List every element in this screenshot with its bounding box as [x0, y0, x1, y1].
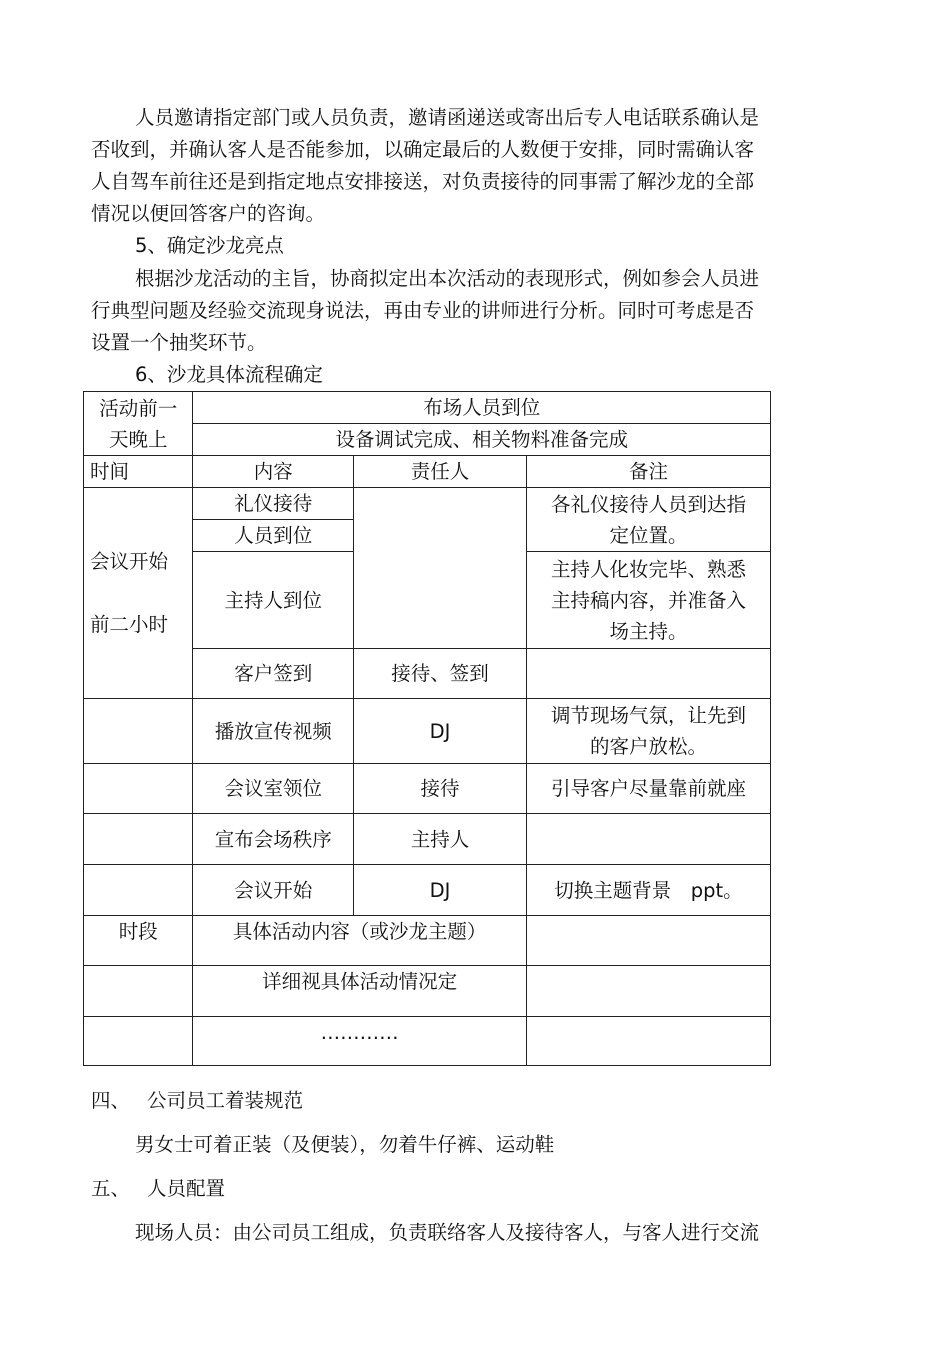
note-line: 主持人化妆完毕、熟悉: [550, 557, 746, 581]
header-note: 备注: [526, 456, 770, 488]
owner-cell: DJ: [354, 865, 527, 916]
eve-label-cell: [84, 392, 193, 456]
owner-cell: DJ: [354, 699, 527, 764]
pre-time-line: 前二小时: [90, 613, 169, 636]
pre-time-line: 会议开始: [90, 550, 169, 573]
time-cell: [84, 865, 193, 916]
owner-cell: 主持人: [354, 814, 527, 865]
content-cell: 人员到位: [193, 520, 354, 552]
ellipsis-cell: …………: [193, 1017, 526, 1066]
pre-time-cell: [84, 488, 193, 699]
content-cell: 礼仪接待: [193, 488, 354, 520]
note-line: 的客户放松。: [589, 735, 707, 758]
content-cell: 会议室领位: [193, 764, 354, 814]
note-line: 主持稿内容，并准备入: [550, 588, 746, 612]
owner-cell: 接待: [354, 764, 527, 814]
time-cell: [84, 966, 193, 1017]
content-cell: 客户签到: [193, 649, 354, 699]
note-cell: [526, 552, 770, 649]
detail-cell: 详细视具体活动情况定: [193, 966, 526, 1017]
eve-label-line: 天晚上: [108, 427, 168, 451]
paragraph-line: 人自驾车前往还是到指定地点安排接送，对负责接待的同事需了解沙龙的全部: [91, 170, 755, 193]
paragraph-line: 男女士可着正装（及便装），勿着牛仔裤、运动鞋: [135, 1133, 555, 1156]
note-line: 定位置。: [609, 523, 688, 547]
eve-item-cell: 设备调试完成、相关物料准备完成: [193, 424, 771, 456]
paragraph-line: 情况以便回答客户的咨询。: [91, 202, 326, 225]
time-cell: [84, 764, 193, 814]
note-line: 场主持。: [609, 619, 688, 643]
salon-flow-table: [83, 391, 771, 1066]
content-cell: 宣布会场秩序: [193, 814, 354, 865]
period-content-cell: 具体活动内容（或沙龙主题）: [193, 916, 526, 966]
paragraph-line: 设置一个抽奖环节。: [91, 331, 267, 354]
content-cell: 播放宣传视频: [193, 699, 354, 764]
header-owner: 责任人: [354, 456, 527, 488]
section-heading: 6、沙龙具体流程确定: [135, 363, 323, 386]
section-heading: 人员配置: [147, 1177, 226, 1200]
note-line: 各礼仪接待人员到达指: [550, 492, 746, 516]
time-cell: [84, 1017, 193, 1066]
note-cell: 切换主题背景 ppt。: [526, 865, 770, 916]
paragraph-line: 行典型问题及经验交流现身说法，再由专业的讲师进行分析。同时可考虑是否: [91, 299, 755, 322]
paragraph-line: 否收到，并确认客人是否能参加，以确定最后的人数便于安排，同时需确认客: [91, 138, 755, 161]
owner-cell: [354, 488, 527, 649]
note-cell: [526, 1017, 770, 1066]
note-line: 调节现场气氛，让先到: [550, 704, 746, 727]
time-cell: [84, 699, 193, 764]
note-cell: 引导客户尽量靠前就座: [526, 764, 770, 814]
note-cell: [526, 814, 770, 865]
paragraph-line: 人员邀请指定部门或人员负责，邀请函递送或寄出后专人电话联系确认是: [135, 106, 760, 129]
eve-label-line: 活动前一: [99, 396, 178, 420]
note-cell: [526, 916, 770, 966]
eve-item-cell: 布场人员到位: [193, 392, 771, 424]
period-label-cell: 时段: [84, 916, 193, 966]
paragraph-line: 现场人员：由公司员工组成，负责联络客人及接待客人，与客人进行交流: [135, 1221, 760, 1244]
note-cell: [526, 488, 770, 552]
note-cell: [526, 699, 770, 764]
paragraph-line: 根据沙龙活动的主旨，协商拟定出本次活动的表现形式，例如参会人员进: [135, 267, 760, 290]
content-cell: 主持人到位: [193, 552, 354, 649]
header-content: 内容: [193, 456, 354, 488]
header-time: 时间: [84, 456, 193, 488]
time-cell: [84, 814, 193, 865]
owner-cell: 接待、签到: [354, 649, 527, 699]
section-number: 四、: [91, 1089, 131, 1112]
section-heading: 5、确定沙龙亮点: [135, 234, 284, 257]
section-heading: 公司员工着装规范: [147, 1089, 304, 1112]
note-cell: [526, 966, 770, 1017]
content-cell: 会议开始: [193, 865, 354, 916]
note-cell: [526, 649, 770, 699]
section-number: 五、: [91, 1177, 131, 1200]
